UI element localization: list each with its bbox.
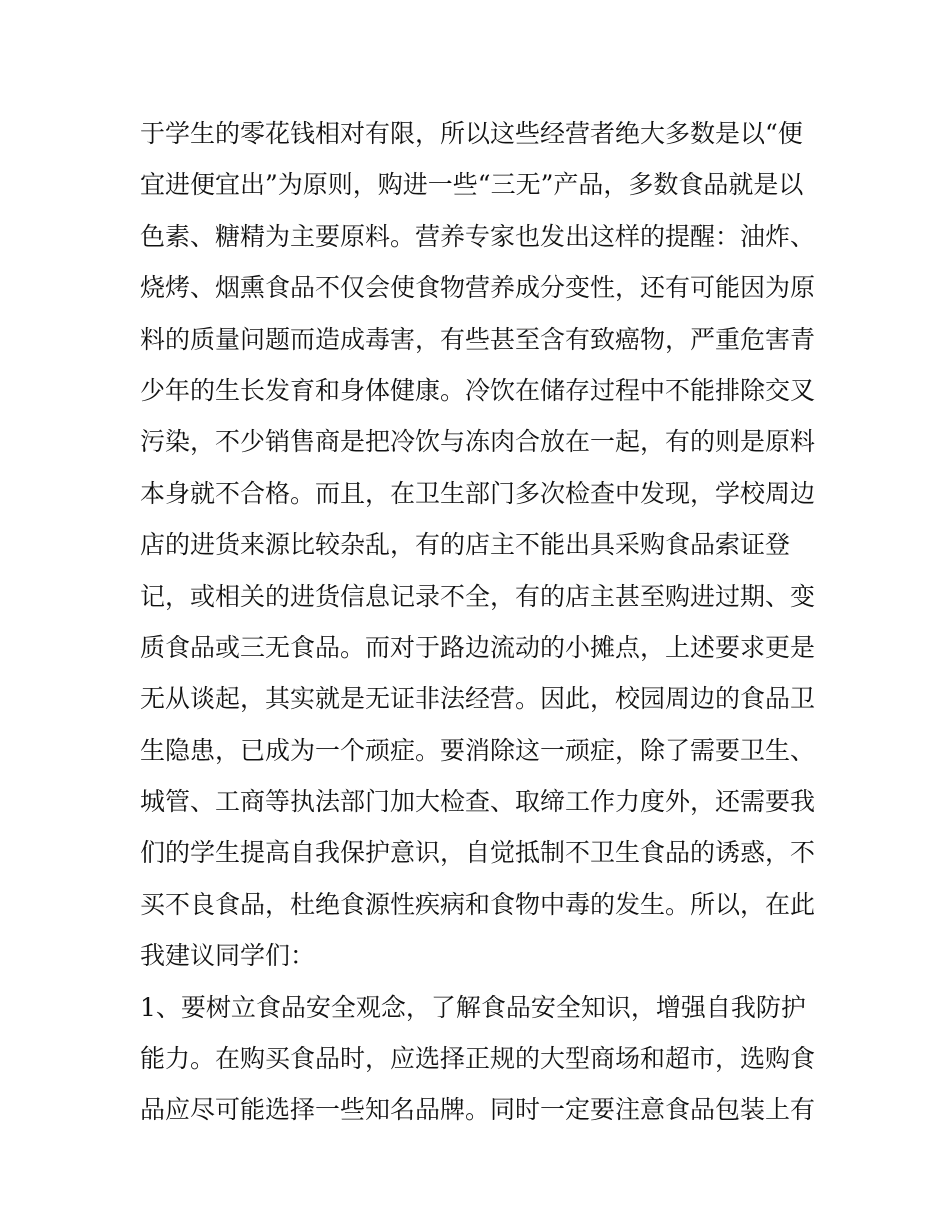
text-line: 品应尽可能选择一些知名品牌。同时一定要注意食品包装上有 bbox=[140, 1095, 816, 1125]
list-item-line: 1、要树立食品安全观念，了解食品安全知识，增强自我防护 bbox=[140, 992, 806, 1022]
text-line: 料的质量问题而造成毒害，有些甚至含有致癌物，严重危害青 bbox=[140, 324, 816, 354]
text-line: 烧烤、烟熏食品不仅会使食物营养成分变性，还有可能因为原 bbox=[140, 273, 816, 303]
text-line: 城管、工商等执法部门加大检查、取缔工作力度外，还需要我 bbox=[140, 787, 816, 817]
text-line: 生隐患，已成为一个顽症。要消除这一顽症，除了需要卫生、 bbox=[140, 735, 816, 765]
text-line: 能力。在购买食品时，应选择正规的大型商场和超市，选购食 bbox=[140, 1044, 816, 1074]
text-line: 少年的生长发育和身体健康。冷饮在储存过程中不能排除交叉 bbox=[140, 375, 816, 405]
text-line: 记，或相关的进货信息记录不全，有的店主甚至购进过期、变 bbox=[140, 581, 816, 611]
text-line: 宜进便宜出”为原则，购进一些“三无”产品，多数食品就是以 bbox=[140, 170, 804, 200]
text-line: 买不良食品，杜绝食源性疾病和食物中毒的发生。所以，在此 bbox=[140, 889, 816, 919]
text-line: 污染，不少销售商是把冷饮与冻肉合放在一起，有的则是原料 bbox=[140, 427, 816, 457]
body-text bbox=[140, 108, 830, 1136]
text-line: 质食品或三无食品。而对于路边流动的小摊点，上述要求更是 bbox=[140, 632, 816, 662]
text-line: 我建议同学们： bbox=[140, 941, 316, 971]
text-line: 于学生的零花钱相对有限，所以这些经营者绝大多数是以“便 bbox=[140, 119, 803, 148]
text-line: 们的学生提高自我保护意识，自觉抵制不卫生食品的诱惑，不 bbox=[140, 838, 816, 868]
text-line: 本身就不合格。而且，在卫生部门多次检查中发现，学校周边 bbox=[140, 478, 816, 508]
text-line: 无从谈起，其实就是无证非法经营。因此，校园周边的食品卫 bbox=[140, 684, 816, 714]
text-line: 色素、糖精为主要原料。营养专家也发出这样的提醒：油炸、 bbox=[140, 221, 816, 251]
text-line: 店的进货来源比较杂乱，有的店主不能出具采购食品索证登 bbox=[140, 530, 791, 560]
